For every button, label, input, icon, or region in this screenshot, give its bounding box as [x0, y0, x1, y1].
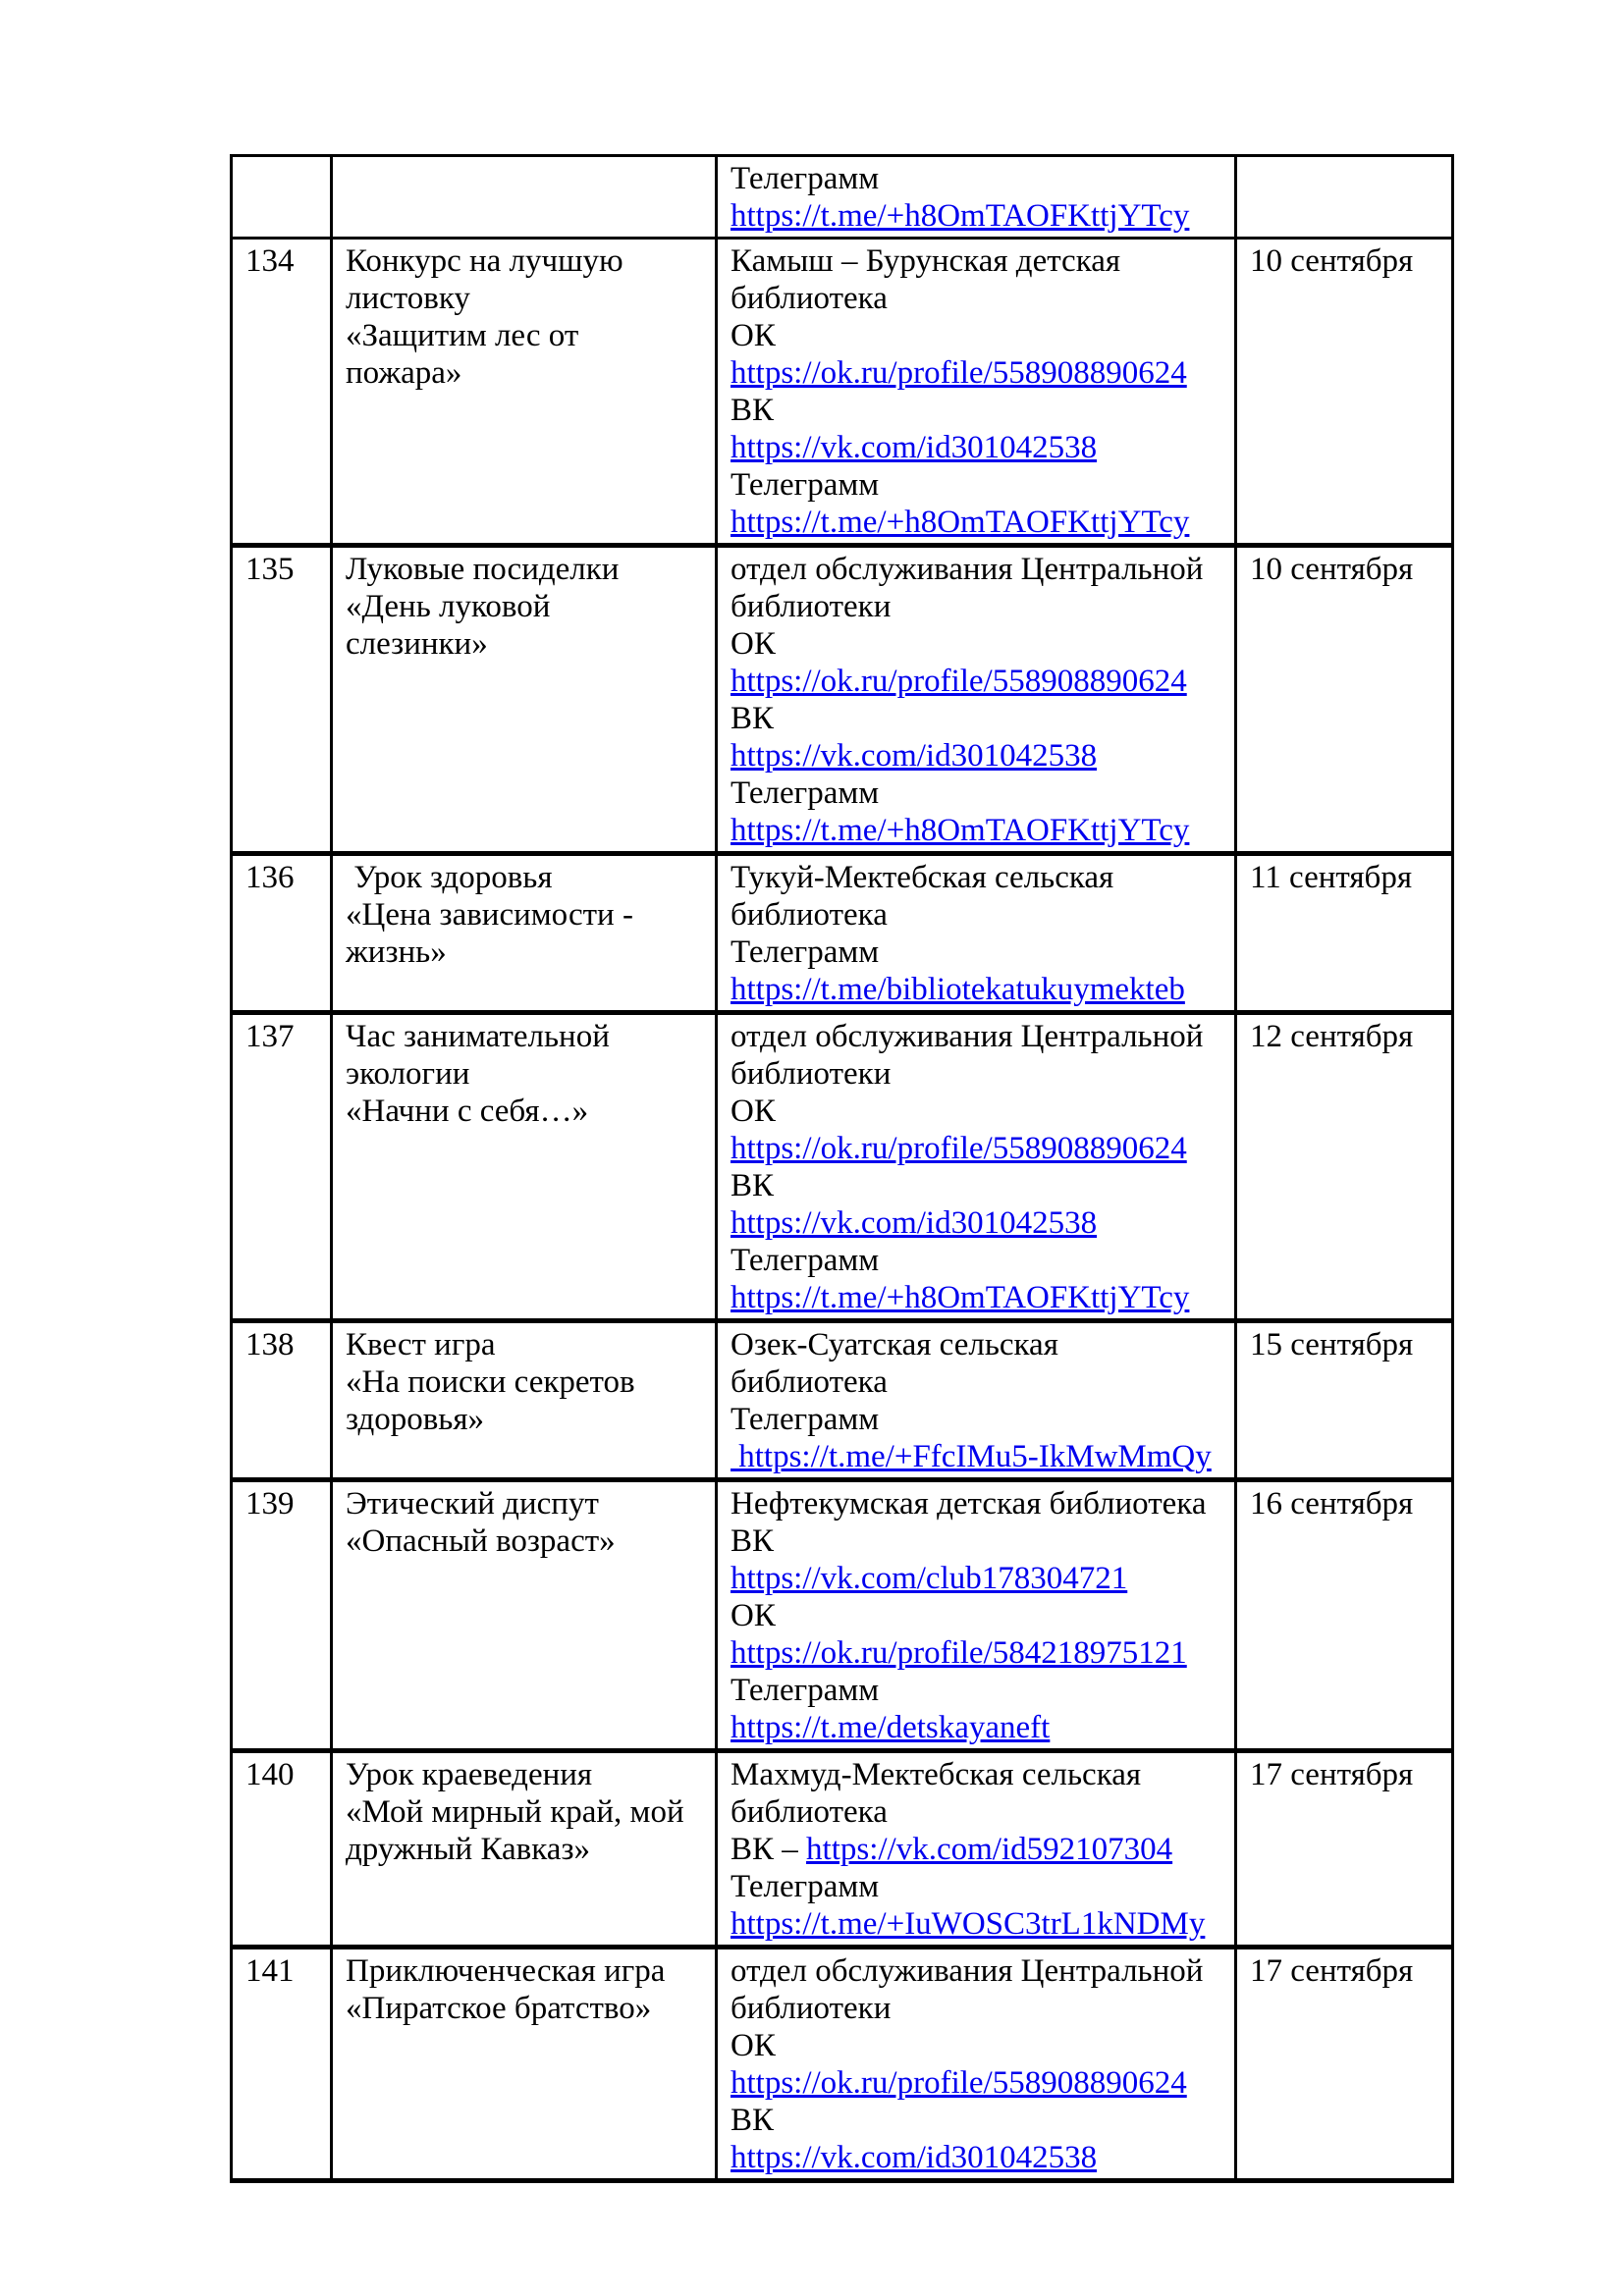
event-title-cell	[332, 239, 717, 546]
social-link[interactable]: https://vk.com/id301042538	[731, 2140, 1098, 2175]
row-number-cell	[232, 239, 332, 546]
library-links-cell	[717, 239, 1236, 546]
event-title-line: дружный Кавказ»	[346, 1832, 590, 1867]
event-title-line: пожара»	[346, 355, 462, 391]
library-line	[731, 2064, 1226, 2102]
event-title-line: Этический диспут	[346, 1486, 599, 1522]
library-line	[731, 1709, 1226, 1746]
row-number-cell	[232, 1751, 332, 1948]
event-title-line: «День луковой	[346, 589, 551, 624]
library-links-cell	[717, 1751, 1236, 1948]
text-segment: отдел обслуживания Центральной	[731, 552, 1204, 587]
event-title-cell	[332, 1948, 717, 2181]
event-title-line: «Цена зависимости -	[346, 897, 633, 933]
library-line	[731, 1401, 1226, 1438]
event-title-line: Урок здоровья	[346, 860, 553, 895]
library-line	[731, 1952, 1226, 1990]
row-number-cell	[232, 1013, 332, 1321]
table-row-139	[232, 1480, 1453, 1751]
event-date: 10 сентября	[1250, 243, 1414, 279]
social-link[interactable]: https://vk.com/id301042538	[731, 430, 1098, 465]
row-number-cell	[232, 156, 332, 239]
date-cell	[1236, 156, 1453, 239]
row-number: 134	[245, 243, 295, 279]
library-line	[731, 774, 1226, 812]
text-segment: Телеграмм	[731, 1869, 880, 1904]
row-number-cell	[232, 1321, 332, 1480]
text-segment: Тукуй-Мектебская сельская	[731, 860, 1114, 895]
event-title-line: слезинки»	[346, 626, 488, 662]
event-date: 11 сентября	[1250, 860, 1413, 895]
library-line	[731, 504, 1226, 541]
text-segment: Нефтекумская детская библиотека	[731, 1486, 1207, 1522]
library-line	[731, 1634, 1226, 1672]
library-line	[731, 1672, 1226, 1709]
event-date: 17 сентября	[1250, 1953, 1414, 1989]
text-segment: отдел обслуживания Центральной	[731, 1953, 1204, 1989]
library-line	[731, 1279, 1226, 1316]
event-title-cell	[332, 546, 717, 854]
library-line	[731, 1167, 1226, 1204]
text-segment: библиотеки	[731, 1056, 892, 1092]
library-line	[731, 1055, 1226, 1093]
table-row-continuation	[232, 156, 1453, 239]
table-row-141	[232, 1948, 1453, 2181]
text-segment: Телеграмм	[731, 1402, 880, 1437]
event-title-line: листовку	[346, 281, 470, 316]
social-link[interactable]: https://vk.com/id592107304	[806, 1832, 1173, 1867]
event-title-line: Час занимательной	[346, 1019, 610, 1054]
library-line	[731, 1485, 1226, 1522]
library-line	[731, 160, 1226, 197]
event-date: 15 сентября	[1250, 1327, 1414, 1362]
event-title-line: Приключенческая игра	[346, 1953, 666, 1989]
text-segment: Телеграмм	[731, 775, 880, 811]
event-title-cell	[332, 854, 717, 1013]
text-segment: Махмуд-Мектебская сельская	[731, 1757, 1142, 1792]
social-link[interactable]: https://t.me/+h8OmTAOFKttjYTcy	[731, 198, 1190, 234]
library-line	[731, 859, 1226, 896]
text-segment: ОК	[731, 1094, 776, 1129]
library-line	[731, 280, 1226, 317]
library-links-cell	[717, 1948, 1236, 2181]
text-segment: ВК	[731, 1168, 775, 1203]
event-title-line: «Защитим лес от	[346, 318, 579, 353]
text-segment: библиотека	[731, 281, 888, 316]
event-date: 16 сентября	[1250, 1486, 1414, 1522]
library-line	[731, 1204, 1226, 1242]
row-number: 135	[245, 552, 295, 587]
row-number: 137	[245, 1019, 295, 1054]
library-line	[731, 1130, 1226, 1167]
library-line	[731, 392, 1226, 429]
row-number-cell	[232, 546, 332, 854]
row-number: 136	[245, 860, 295, 895]
event-title-line: Квест игра	[346, 1327, 496, 1362]
library-links-cell	[717, 854, 1236, 1013]
social-link[interactable]: https://t.me/detskayaneft	[731, 1710, 1051, 1745]
library-line	[731, 429, 1226, 466]
row-number: 141	[245, 1953, 295, 1989]
text-segment: Телеграмм	[731, 161, 880, 196]
event-title-line: «Опасный возраст»	[346, 1523, 616, 1559]
library-links-cell	[717, 1321, 1236, 1480]
library-links-cell	[717, 546, 1236, 854]
social-link[interactable]: https://vk.com/id301042538	[731, 738, 1098, 774]
event-title-line: жизнь»	[346, 934, 447, 970]
event-title-cell	[332, 156, 717, 239]
library-line	[731, 1326, 1226, 1363]
library-line	[731, 625, 1226, 663]
text-segment: ВК	[731, 2103, 775, 2138]
library-links-cell	[717, 1013, 1236, 1321]
library-line	[731, 1597, 1226, 1634]
social-link[interactable]: https://ok.ru/profile/558908890624	[731, 1131, 1187, 1166]
event-title-line: Луковые посиделки	[346, 552, 620, 587]
library-line	[731, 737, 1226, 774]
text-segment: Телеграмм	[731, 1243, 880, 1278]
date-cell	[1236, 546, 1453, 854]
event-title-line: здоровья»	[346, 1402, 485, 1437]
text-segment: библиотека	[731, 1794, 888, 1830]
event-title-line: «Мой мирный край, мой	[346, 1794, 684, 1830]
text-segment: ОК	[731, 1598, 776, 1633]
event-title-line: «На поиски секретов	[346, 1364, 635, 1400]
social-link[interactable]: https://t.me/+FfcIMu5-IkMwMmQy	[731, 1439, 1212, 1474]
library-line	[731, 2102, 1226, 2139]
text-segment: ВК	[731, 1523, 775, 1559]
events-table-body	[232, 156, 1453, 2181]
table-row-137	[232, 1013, 1453, 1321]
text-segment: Телеграмм	[731, 934, 880, 970]
text-segment: библиотеки	[731, 1991, 892, 2026]
table-row-134	[232, 239, 1453, 546]
library-line	[731, 1018, 1226, 1055]
event-date: 17 сентября	[1250, 1757, 1414, 1792]
library-line	[731, 1560, 1226, 1597]
library-links-cell	[717, 1480, 1236, 1751]
social-link[interactable]: https://t.me/bibliotekatukuymekteb	[731, 972, 1185, 1007]
text-segment: библиотека	[731, 1364, 888, 1400]
text-segment: Камыш – Бурунская детская	[731, 243, 1121, 279]
social-link[interactable]: https://t.me/+h8OmTAOFKttjYTcy	[731, 505, 1190, 540]
event-title-cell	[332, 1013, 717, 1321]
table-row-135	[232, 546, 1453, 854]
event-title-cell	[332, 1321, 717, 1480]
row-number-cell	[232, 1948, 332, 2181]
event-title-line: «Начни с себя…»	[346, 1094, 589, 1129]
event-title-line: Конкурс на лучшую	[346, 243, 623, 279]
event-title-cell	[332, 1480, 717, 1751]
row-number: 139	[245, 1486, 295, 1522]
date-cell	[1236, 854, 1453, 1013]
row-number: 138	[245, 1327, 295, 1362]
library-line	[731, 1363, 1226, 1401]
date-cell	[1236, 1013, 1453, 1321]
library-line	[731, 466, 1226, 504]
library-line	[731, 1831, 1226, 1868]
social-link[interactable]: https://vk.com/id301042538	[731, 1205, 1098, 1241]
row-number: 140	[245, 1757, 295, 1792]
text-segment: Телеграмм	[731, 1673, 880, 1708]
library-line	[731, 1793, 1226, 1831]
library-line	[731, 197, 1226, 235]
table-row-136	[232, 854, 1453, 1013]
library-line	[731, 242, 1226, 280]
social-link[interactable]: https://ok.ru/profile/584218975121	[731, 1635, 1187, 1671]
library-line	[731, 1990, 1226, 2027]
library-line	[731, 354, 1226, 392]
library-line	[731, 317, 1226, 354]
event-title-line: экологии	[346, 1056, 470, 1092]
library-line	[731, 1868, 1226, 1905]
text-segment: Телеграмм	[731, 467, 880, 503]
date-cell	[1236, 1948, 1453, 2181]
date-cell	[1236, 1751, 1453, 1948]
library-line	[731, 971, 1226, 1008]
event-title-cell	[332, 1751, 717, 1948]
text-segment: ОК	[731, 318, 776, 353]
library-line	[731, 1438, 1226, 1475]
text-segment: Озек-Суатская сельская	[731, 1327, 1058, 1362]
row-number-cell	[232, 854, 332, 1013]
library-line	[731, 700, 1226, 737]
event-date: 10 сентября	[1250, 552, 1414, 587]
event-date: 12 сентября	[1250, 1019, 1414, 1054]
library-line	[731, 588, 1226, 625]
social-link[interactable]: https://t.me/+IuWOSC3trL1kNDMy	[731, 1906, 1206, 1942]
library-line	[731, 812, 1226, 849]
library-line	[731, 1905, 1226, 1943]
text-segment: библиотека	[731, 897, 888, 933]
text-segment: отдел обслуживания Центральной	[731, 1019, 1204, 1054]
event-title-line: «Пиратское братство»	[346, 1991, 652, 2026]
date-cell	[1236, 239, 1453, 546]
library-line	[731, 1093, 1226, 1130]
table-row-138	[232, 1321, 1453, 1480]
library-line	[731, 1756, 1226, 1793]
row-number-cell	[232, 1480, 332, 1751]
event-title-line: Урок краеведения	[346, 1757, 593, 1792]
social-link[interactable]: https://vk.com/club178304721	[731, 1561, 1128, 1596]
events-table	[230, 154, 1454, 2183]
library-line	[731, 2027, 1226, 2064]
library-line	[731, 663, 1226, 700]
social-link[interactable]: https://ok.ru/profile/558908890624	[731, 355, 1187, 391]
table-row-140	[232, 1751, 1453, 1948]
social-link[interactable]: https://ok.ru/profile/558908890624	[731, 664, 1187, 699]
library-links-cell	[717, 156, 1236, 239]
library-line	[731, 896, 1226, 934]
text-segment: библиотеки	[731, 589, 892, 624]
social-link[interactable]: https://t.me/+h8OmTAOFKttjYTcy	[731, 1280, 1190, 1315]
date-cell	[1236, 1480, 1453, 1751]
date-cell	[1236, 1321, 1453, 1480]
library-line	[731, 2139, 1226, 2176]
text-segment: ВК	[731, 393, 775, 428]
text-segment: ВК –	[731, 1832, 807, 1867]
library-line	[731, 1242, 1226, 1279]
library-line	[731, 934, 1226, 971]
social-link[interactable]: https://t.me/+h8OmTAOFKttjYTcy	[731, 813, 1190, 848]
text-segment: ОК	[731, 626, 776, 662]
library-line	[731, 551, 1226, 588]
text-segment: ОК	[731, 2028, 776, 2063]
library-line	[731, 1522, 1226, 1560]
text-segment: ВК	[731, 701, 775, 736]
social-link[interactable]: https://ok.ru/profile/558908890624	[731, 2065, 1187, 2101]
